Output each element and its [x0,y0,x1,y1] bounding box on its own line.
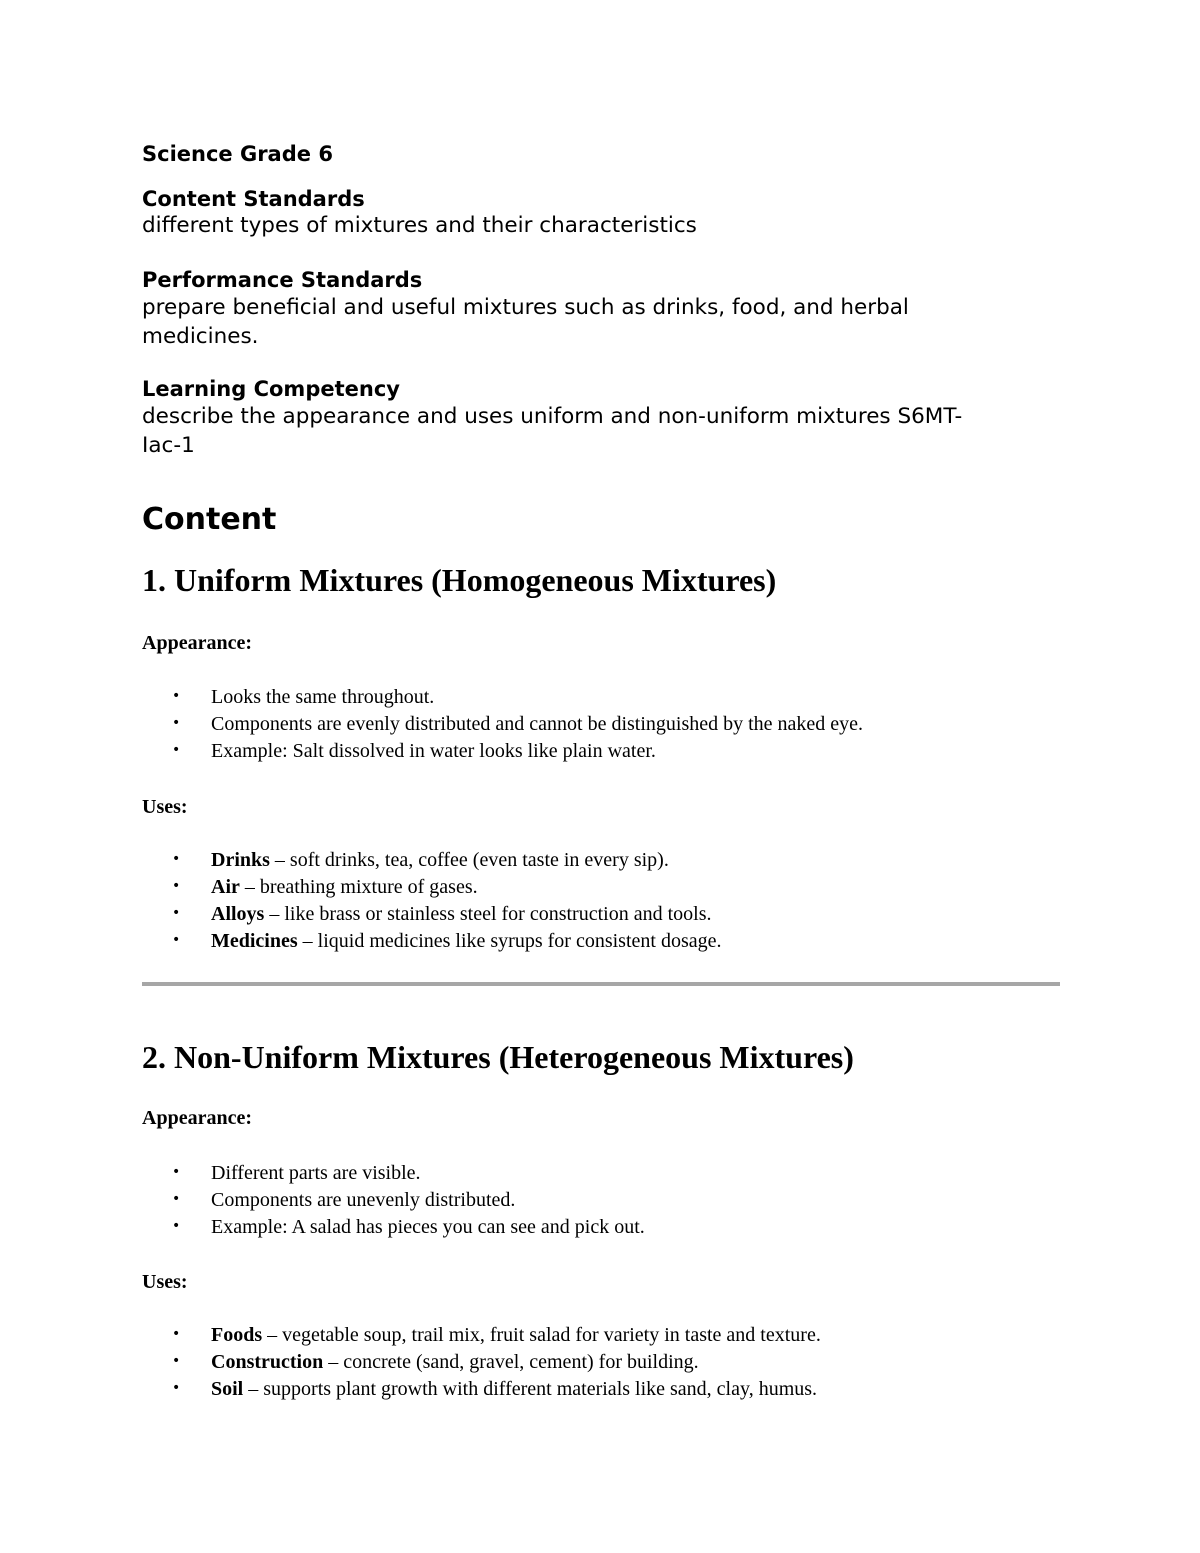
list-item: Looks the same throughout. [211,686,435,708]
section-1-appearance-label: Appearance: [142,632,252,654]
use-term: Air [211,876,240,898]
list-item: Different parts are visible. [211,1162,421,1184]
content-heading: Content [142,502,277,537]
section-2-uses-label: Uses: [142,1271,188,1293]
list-item: Components are unevenly distributed. [211,1189,516,1211]
use-description: – concrete (sand, gravel, cement) for building. [323,1351,699,1373]
bullet-icon: • [172,1353,181,1369]
learning-competency-label: Learning Competency [142,377,400,401]
performance-standards-text-line1: prepare beneficial and useful mixtures such as drinks, food, and herbal [142,295,909,320]
bullet-icon: • [172,905,181,921]
list-item [211,930,721,953]
list-item [211,876,478,899]
use-term: Construction [211,1351,324,1373]
use-term: Foods [211,1324,263,1346]
use-term: Medicines [211,930,298,952]
list-item [211,1378,817,1401]
section-divider [142,982,1060,986]
bullet-icon: • [172,688,181,704]
bullet-icon: • [172,1164,181,1180]
bullet-icon: • [172,932,181,948]
performance-standards-text-line2: medicines. [142,324,259,349]
list-item [211,1351,699,1374]
document-title: Science Grade 6 [142,142,333,166]
use-term: Drinks [211,849,270,871]
section-1-title: 1. Uniform Mixtures (Homogeneous Mixtures) [142,562,777,598]
section-2-appearance-label: Appearance: [142,1107,252,1129]
use-description: – liquid medicines like syrups for consistent dosage. [297,930,722,952]
bullet-icon: • [172,1218,181,1234]
content-standards-label: Content Standards [142,187,365,211]
learning-competency-text-line2: Iac-1 [142,433,195,458]
use-description: – breathing mixture of gases. [239,876,478,898]
list-item: Example: A salad has pieces you can see and pick out. [211,1216,645,1238]
use-description: – soft drinks, tea, coffee (even taste in every sip). [269,849,669,871]
bullet-icon: • [172,1326,181,1342]
list-item [211,849,669,872]
bullet-icon: • [172,1191,181,1207]
list-item: Components are evenly distributed and cannot be distinguished by the naked eye. [211,713,864,735]
use-term: Soil [211,1378,244,1400]
content-standards-text: different types of mixtures and their characteristics [142,213,697,238]
performance-standards-label: Performance Standards [142,268,423,292]
bullet-icon: • [172,878,181,894]
learning-competency-text-line1: describe the appearance and uses uniform and non-uniform mixtures S6MT- [142,404,963,429]
section-1-uses-label: Uses: [142,796,188,818]
list-item: Example: Salt dissolved in water looks like plain water. [211,740,656,762]
use-description: – vegetable soup, trail mix, fruit salad for variety in taste and texture. [262,1324,821,1346]
bullet-icon: • [172,742,181,758]
use-description: – supports plant growth with different materials like sand, clay, humus. [243,1378,818,1400]
bullet-icon: • [172,1380,181,1396]
use-term: Alloys [211,903,265,925]
section-2-title: 2. Non-Uniform Mixtures (Heterogeneous Mixtures) [142,1039,854,1075]
list-item [211,1324,821,1347]
bullet-icon: • [172,851,181,867]
bullet-icon: • [172,715,181,731]
use-description: – like brass or stainless steel for construction and tools. [264,903,712,925]
list-item [211,903,711,926]
